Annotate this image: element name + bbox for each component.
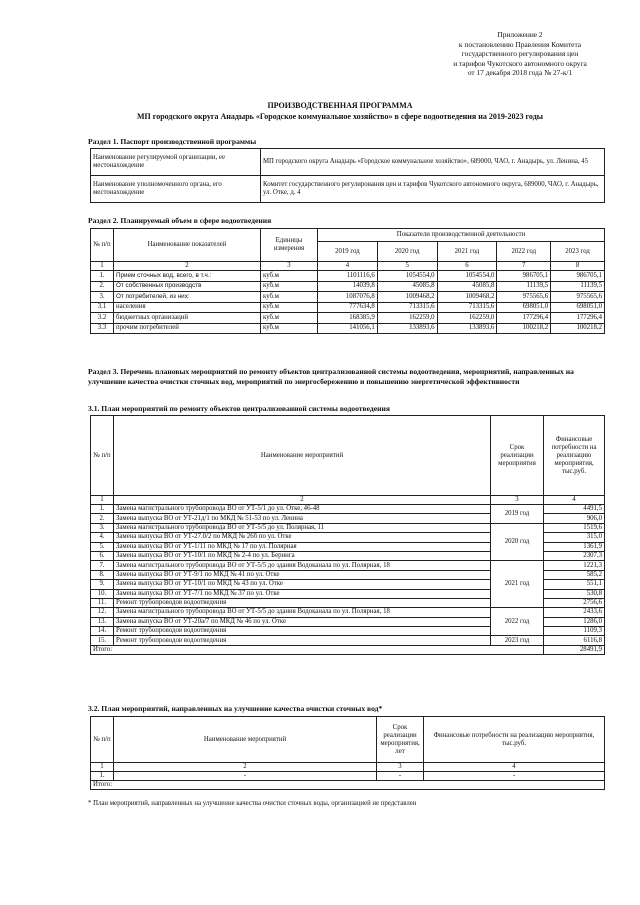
header-cell: Показатели производственной деятельности — [318, 229, 605, 242]
table-cell: Наименование регулируемой организации, ее местонахождение — [91, 149, 261, 176]
table-cell: 3.1 — [91, 302, 114, 313]
table-cell: 1109,3 — [544, 627, 605, 636]
table-row — [91, 323, 605, 334]
table-cell: Замена выпуска ВО от УТ-21д/1 по МКД № 51-53 по ул. Ленина — [114, 514, 491, 523]
appendix-line: Приложение 2 — [497, 30, 543, 39]
index-row — [91, 496, 605, 505]
header-cell: № п/п — [91, 416, 114, 496]
table-row — [91, 176, 605, 203]
table-cell: 551,1 — [544, 580, 605, 589]
table-cell: куб.м — [261, 302, 318, 313]
header-cell: № п/п — [91, 229, 114, 262]
table-cell: 975565,6 — [497, 292, 551, 303]
table-cell: 10. — [91, 589, 114, 598]
table-cell: 315,0 — [544, 533, 605, 542]
table-cell: 133893,6 — [437, 323, 497, 334]
table-cell: 986705,1 — [551, 271, 605, 282]
table-row — [91, 608, 605, 617]
table-cell: 1054554,0 — [377, 271, 437, 282]
table-cell: 2019 год — [491, 505, 544, 524]
volume-table — [90, 228, 605, 334]
table-cell: Наименование уполномоченного органа, его местонахождение — [91, 176, 261, 203]
header-cell: Наименование показателей — [114, 229, 261, 262]
table-cell: - — [377, 772, 424, 781]
total-row — [91, 781, 605, 790]
index-row — [91, 763, 605, 772]
index-cell: 3 — [261, 262, 318, 271]
table-cell: 7. — [91, 561, 114, 570]
header-cell: Наименование мероприятий — [114, 416, 491, 496]
total-label: Итого: — [91, 781, 605, 790]
table-header-row — [91, 416, 605, 496]
table-cell: От собственных производств — [114, 281, 261, 292]
quality-plan-table — [90, 716, 605, 790]
table-cell: 133893,6 — [377, 323, 437, 334]
table-cell: 1087076,8 — [318, 292, 378, 303]
table-cell: Прием сточных вод, всего, в т.ч.: — [114, 271, 261, 282]
table-cell: 4. — [91, 533, 114, 542]
table-row — [91, 149, 605, 176]
index-row — [91, 262, 605, 271]
table-cell: 585,2 — [544, 570, 605, 579]
table-row — [91, 292, 605, 303]
table-cell: куб.м — [261, 292, 318, 303]
year-header: 2023 год — [551, 242, 605, 262]
table-cell: 713315,6 — [437, 302, 497, 313]
table-cell: 13. — [91, 617, 114, 626]
table-row — [91, 561, 605, 570]
table-cell: 1221,3 — [544, 561, 605, 570]
index-cell: 4 — [424, 763, 605, 772]
index-cell: 3 — [377, 763, 424, 772]
table-cell: 713315,6 — [377, 302, 437, 313]
index-cell: 8 — [551, 262, 605, 271]
table-cell: куб.м — [261, 281, 318, 292]
table-row — [91, 313, 605, 324]
title-sub: МП городского округа Анадырь «Городское коммунальное хозяйство» в сфере водоотведения на 2019-2023 годы — [136, 112, 543, 121]
table-cell: 11. — [91, 598, 114, 607]
table-cell: 3. — [91, 523, 114, 532]
table-cell: 2021 год — [491, 561, 544, 608]
index-cell: 1 — [91, 763, 114, 772]
table-cell: 2023 год — [491, 636, 544, 645]
table-cell: 177296,4 — [551, 313, 605, 324]
appendix-line: государственного регулирования цен — [461, 49, 579, 59]
table-cell: Замена выпуска ВО от УТ-7/1 по МКД № 37 по ул. Отке — [114, 589, 491, 598]
table-row — [91, 281, 605, 292]
table-cell: куб.м — [261, 271, 318, 282]
index-cell: 2 — [114, 763, 377, 772]
appendix-note — [420, 30, 620, 78]
table-cell: Замена магистрального трубопровода ВО от УТ-5/1 до ул. Отке, 46-48 — [114, 505, 491, 514]
year-header: 2022 год — [497, 242, 551, 262]
section3-heading: Раздел 3. Перечень плановых мероприятий по ремонту объектов централизованной системы водоотведения, мероприятий, направленных на улучшение качества очистки сточных вод, мероприятий по энергосбережению и повышению энергетической эффективности — [88, 367, 574, 386]
header-cell: Наименование мероприятий — [114, 717, 377, 763]
index-cell: 4 — [318, 262, 378, 271]
table-cell: 5. — [91, 542, 114, 551]
table-cell: 1009468,2 — [437, 292, 497, 303]
table-cell: 1. — [91, 772, 114, 781]
table-cell: 1. — [91, 271, 114, 282]
table-cell: Ремонт трубопроводов водоотведения — [114, 636, 491, 645]
appendix-line: к постановлению Правления Комитета — [458, 39, 582, 49]
table-cell: Ремонт трубопроводов водоотведения — [114, 627, 491, 636]
header-cell: № п/п — [91, 717, 114, 763]
table-cell: 1. — [91, 505, 114, 514]
header-cell: Единицы измерения — [261, 229, 318, 262]
table-cell: Ремонт трубопроводов водоотведения — [114, 598, 491, 607]
table-cell: куб.м — [261, 313, 318, 324]
table-cell: 2307,3 — [544, 551, 605, 560]
repair-rows — [91, 505, 605, 646]
volume-rows — [91, 271, 605, 334]
index-cell: 5 — [377, 262, 437, 271]
header-cell: Срок реализации мероприятия — [491, 416, 544, 496]
table-cell: 2022 год — [491, 608, 544, 636]
table-cell: Комитет государственного регулирования цен и тарифов Чукотского автономного округа, 689000, ЧАО, г. Анадырь, ул. Отке, д. 4 — [261, 176, 605, 203]
table-cell: Замена выпуска ВО от УТ-10/1 по МКД № 2-4 по ул. Беринга — [114, 551, 491, 560]
table-cell: 162259,0 — [437, 313, 497, 324]
table-cell: Замена магистрального трубопровода ВО от УТ-5/5 до здания Водоканала по ул. Полярная, 18 — [114, 561, 491, 570]
table-cell: 975565,6 — [551, 292, 605, 303]
index-cell: 3 — [491, 496, 544, 505]
table-cell: 168385,9 — [318, 313, 378, 324]
section1-heading: Раздел 1. Паспорт производственной программы — [88, 137, 257, 146]
table-cell: Замена выпуска ВО от УТ-20а/7 по МКД № 46 по ул. Отке — [114, 617, 491, 626]
table-cell: Замена выпуска ВО от УТ-27.0/2 по МКД № 26б по ул. Отке — [114, 533, 491, 542]
table-cell: 2. — [91, 281, 114, 292]
year-header: 2021 год — [437, 242, 497, 262]
table-cell: 100218,2 — [497, 323, 551, 334]
table-cell: 698051,0 — [551, 302, 605, 313]
table-cell: 15. — [91, 636, 114, 645]
total-label: Итого: — [91, 645, 544, 654]
table-cell: 45085,8 — [377, 281, 437, 292]
table-row — [91, 302, 605, 313]
table-cell: - — [114, 772, 377, 781]
table-cell: 11139,5 — [551, 281, 605, 292]
table-cell: 3.3 — [91, 323, 114, 334]
index-cell: 1 — [91, 496, 114, 505]
table-cell: прочим потребителей — [114, 323, 261, 334]
table-cell: 1054554,0 — [437, 271, 497, 282]
table-cell: 6116,8 — [544, 636, 605, 645]
section3-2-heading: 3.2. План мероприятий, направленных на улучшение качества очистки сточных вод* — [88, 704, 383, 713]
table-row — [91, 523, 605, 532]
table-cell: 4491,5 — [544, 505, 605, 514]
index-cell: 1 — [91, 262, 114, 271]
table-cell: 1009468,2 — [377, 292, 437, 303]
document-title — [80, 100, 600, 122]
index-cell: 6 — [437, 262, 497, 271]
table-row — [91, 505, 605, 514]
section3-1-heading: 3.1. План мероприятий по ремонту объектов централизованной системы водоотведения — [88, 404, 390, 413]
section2-heading: Раздел 2. Планируемый объем в сфере водоотведения — [88, 216, 272, 225]
table-cell: 1101116,6 — [318, 271, 378, 282]
header-cell: Финансовые потребности на реализацию мероприятия, тыс.руб. — [424, 717, 605, 763]
table-cell: Замена выпуска ВО от УТ-1/11 по МКД № 17 по ул. Полярная — [114, 542, 491, 551]
index-cell: 2 — [114, 262, 261, 271]
table-cell: 2. — [91, 514, 114, 523]
table-cell: Замена выпуска ВО от УТ-10/1 по МКД № 43 по ул. Отке — [114, 580, 491, 589]
table-cell: 14. — [91, 627, 114, 636]
table-header-row — [91, 717, 605, 763]
table-cell: 3. — [91, 292, 114, 303]
table-cell: 162259,0 — [377, 313, 437, 324]
table-cell: 2433,6 — [544, 608, 605, 617]
table-cell: Замена магистрального трубопровода ВО от УТ-5/5 до ул. Полярная, 11 — [114, 523, 491, 532]
table-cell: 12. — [91, 608, 114, 617]
total-value: 28491,9 — [544, 645, 605, 654]
table-cell: куб.м — [261, 323, 318, 334]
table-row — [91, 636, 605, 645]
table-cell: 11139,5 — [497, 281, 551, 292]
repair-plan-table — [90, 415, 605, 655]
table-cell: 906,0 — [544, 514, 605, 523]
index-cell: 2 — [114, 496, 491, 505]
table-cell: 777634,8 — [318, 302, 378, 313]
year-header: 2020 год — [377, 242, 437, 262]
table-cell: 3.2 — [91, 313, 114, 324]
table-cell: 1361,9 — [544, 542, 605, 551]
table-cell: МП городского округа Анадырь «Городское коммунальное хозяйство», 689000, ЧАО, г. Анадырь, ул. Ленина, 45 — [261, 149, 605, 176]
table-cell: 6. — [91, 551, 114, 560]
table-cell: 141056,1 — [318, 323, 378, 334]
table-cell: 1519,6 — [544, 523, 605, 532]
table-row — [91, 772, 605, 781]
year-header: 2019 год — [318, 242, 378, 262]
table-cell: 986705,1 — [497, 271, 551, 282]
table-cell: Замена магистрального трубопровода ВО от УТ-5/5 до здания Водоканала по ул. Полярная, 18 — [114, 608, 491, 617]
index-cell: 4 — [544, 496, 605, 505]
index-cell: 7 — [497, 262, 551, 271]
footnote: * План мероприятий, направленных на улучшение качества очистки сточных воды, организацией не представлен — [88, 800, 417, 807]
total-row — [91, 645, 605, 654]
table-cell: От потребителей, из них: — [114, 292, 261, 303]
table-row — [91, 271, 605, 282]
table-cell: 100218,2 — [551, 323, 605, 334]
table-cell: 2020 год — [491, 523, 544, 561]
header-cell: Срок реализации мероприятия, лет — [377, 717, 424, 763]
table-cell: - — [424, 772, 605, 781]
table-cell: 2756,6 — [544, 598, 605, 607]
appendix-line: от 17 декабря 2018 года № 27-к/1 — [467, 68, 573, 78]
table-cell: 698051,0 — [497, 302, 551, 313]
table-cell: 8. — [91, 570, 114, 579]
table-cell: бюджетных организаций — [114, 313, 261, 324]
table-cell: 14039,8 — [318, 281, 378, 292]
header-cell: Финансовые потребности на реализацию мероприятия, тыс.руб. — [544, 416, 605, 496]
table-cell: 1286,0 — [544, 617, 605, 626]
table-cell: Замена выпуска ВО от УТ-9/1 по МКД № 41 по ул. Отке — [114, 570, 491, 579]
table-header-row — [91, 229, 605, 242]
table-cell: 9. — [91, 580, 114, 589]
appendix-line: и тарифов Чукотского автономного округа — [453, 58, 587, 68]
table-cell: населения — [114, 302, 261, 313]
table-cell: 177296,4 — [497, 313, 551, 324]
table-cell: 45085,8 — [437, 281, 497, 292]
passport-table — [90, 148, 605, 203]
title-main: ПРОИЗВОДСТВЕННАЯ ПРОГРАММА — [267, 101, 413, 110]
table-cell: 530,8 — [544, 589, 605, 598]
